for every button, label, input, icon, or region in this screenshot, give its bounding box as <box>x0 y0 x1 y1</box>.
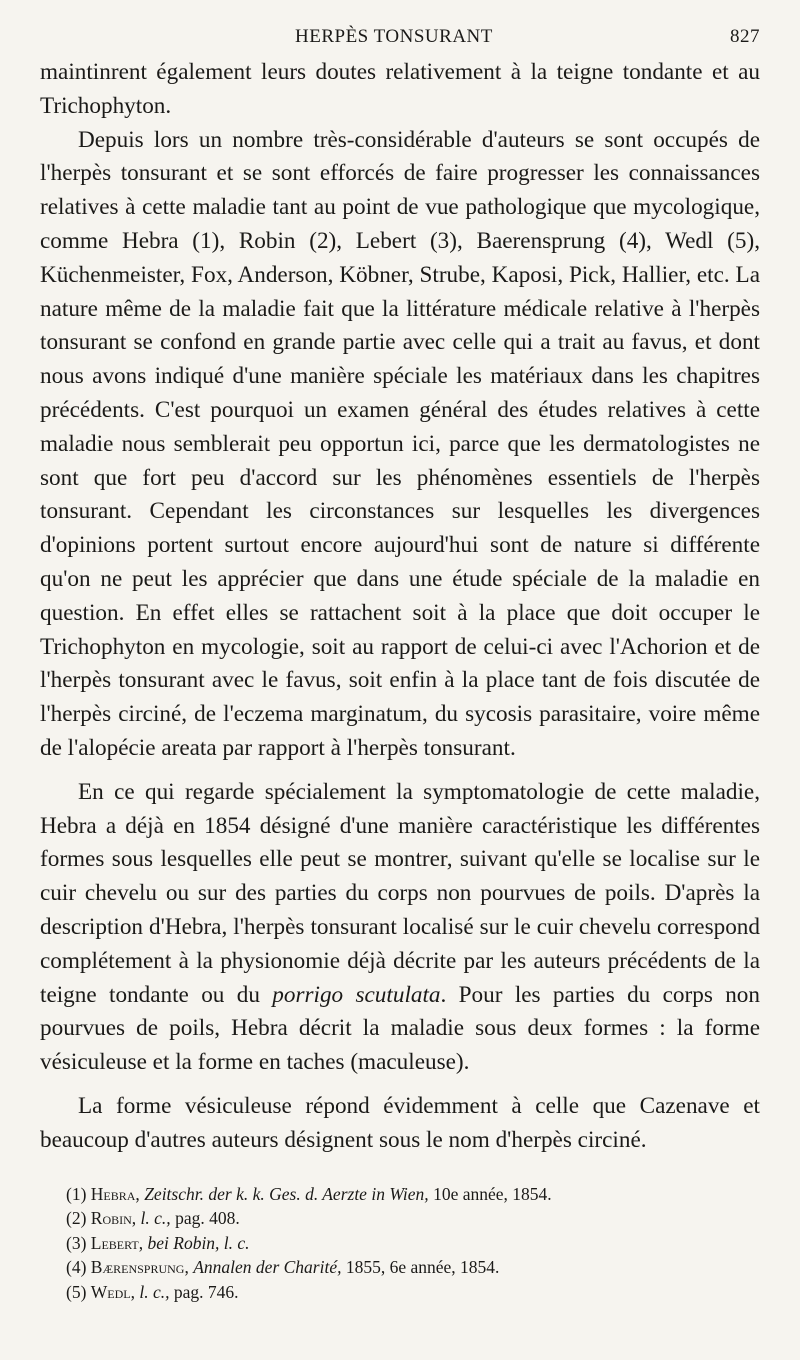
paragraph-3-italic: porrigo scutulata <box>272 981 441 1008</box>
running-title: HERPÈS TONSURANT <box>295 26 493 47</box>
footnote <box>66 1182 760 1207</box>
footnote-author: Robin, <box>90 1208 137 1228</box>
footnote-source: l. c., <box>139 1281 170 1302</box>
page-number: 827 <box>730 26 760 47</box>
footnote-source: l. c., <box>140 1208 171 1228</box>
footnote <box>66 1206 760 1231</box>
footnote-source: Annalen der Charité, <box>193 1257 342 1277</box>
footnotes <box>40 1182 760 1305</box>
paragraph-3-after: . Pour les parties du corps non pourvues de poils, Hebra décrit la maladie sous deux formes : la forme vésiculeuse et la forme en taches (maculeuse). <box>40 981 760 1076</box>
paragraph-1: maintinrent également leurs doutes relativement à la teigne tondante et au Trichophyton. <box>40 59 760 119</box>
footnote-number: (1) <box>66 1183 87 1204</box>
footnote-source: bei Robin, l. c. <box>147 1232 250 1253</box>
paragraph-3-before: En ce qui regarde spécialement la symptomatologie de cette maladie, Hebra a déjà en 1854 désigné d'une manière caractéristique les différentes formes sous lesquelles elle peut se montrer, suivant qu'elle se localise sur le cuir chevelu ou sur des parties du corps non pourvues de poils. D'après la description d'Hebra, l'herpès tonsurant localisé sur le cuir chevelu correspond complétement à la physionomie déjà décrite par les auteurs précédents de la teigne tondante ou du <box>40 778 760 1008</box>
footnote-rest: 1855, 6e année, 1854. <box>341 1257 500 1277</box>
paragraph-4: La forme vésiculeuse répond évidemment à celle que Cazenave et beaucoup d'autres auteurs désignent sous le nom d'herpès circiné. <box>40 1092 760 1153</box>
footnote-rest: 10e année, 1854. <box>428 1183 552 1204</box>
footnote-number: (2) <box>66 1208 87 1228</box>
footnote-rest: pag. 408. <box>170 1208 240 1228</box>
footnote-author: Bærensprung, <box>90 1257 189 1277</box>
footnote-number: (4) <box>66 1257 87 1277</box>
paragraph-2: Depuis lors un nombre très-considérable d'auteurs se sont occupés de l'herpès tonsurant et se sont efforcés de faire progresser les connaissances relatives à cette maladie tant au point de vue pathologique que mycologique, comme Hebra (1), Robin (2), Lebert (3), Baerensprung (4), Wedl (5), Küchenmeister, Fox, Anderson, Köbner, Strube, Kaposi, Pick, Hallier, etc. La nature même de la maladie fait que la littérature médicale relative à l'herpès tonsurant se confond en grande partie avec celle qui a trait au favus, et dont nous avons indiqué d'une manière spéciale les matériaux dans les chapitres précédents. C'est pourquoi un examen général des études relatives à cette maladie nous semblerait peu opportun ici, parce que les dermatologistes ne sont que fort peu d'accord sur les phénomènes essentiels de l'herpès tonsurant. Cependant les circonstances sur lesquelles les divergences d'opinions portent surtout encore aujourd'hui sont de nature si différente qu'on ne peut les apprécier que dans une étude spéciale de la maladie en question. En effet elles se rattachent soit à la place que doit occuper le Trichophyton en mycologie, soit au rapport de celui-ci avec l'Achorion et de l'herpès tonsurant avec le favus, soit enfin à la place tant de fois discutée de l'herpès circiné, de l'eczema marginatum, du sycosis parasitaire, voire même de l'alopécie areata par rapport à l'herpès tonsurant. <box>40 126 760 761</box>
paragraph-3 <box>40 776 760 1080</box>
footnote-rest: pag. 746. <box>169 1281 239 1302</box>
footnote <box>66 1255 760 1280</box>
footnote <box>66 1231 760 1256</box>
footnote-number: (3) <box>66 1232 87 1253</box>
footnote-source: Zeitschr. der k. k. Ges. d. Aerzte in Wien, <box>144 1183 429 1204</box>
running-header <box>40 26 760 48</box>
body-text <box>40 56 760 1158</box>
book-page <box>40 26 760 1304</box>
footnote-author: Lebert, <box>90 1232 144 1253</box>
footnote-number: (5) <box>66 1281 87 1302</box>
footnote-author: Hebra, <box>90 1183 140 1204</box>
footnote-author: Wedl, <box>90 1281 135 1302</box>
footnote <box>66 1280 760 1305</box>
